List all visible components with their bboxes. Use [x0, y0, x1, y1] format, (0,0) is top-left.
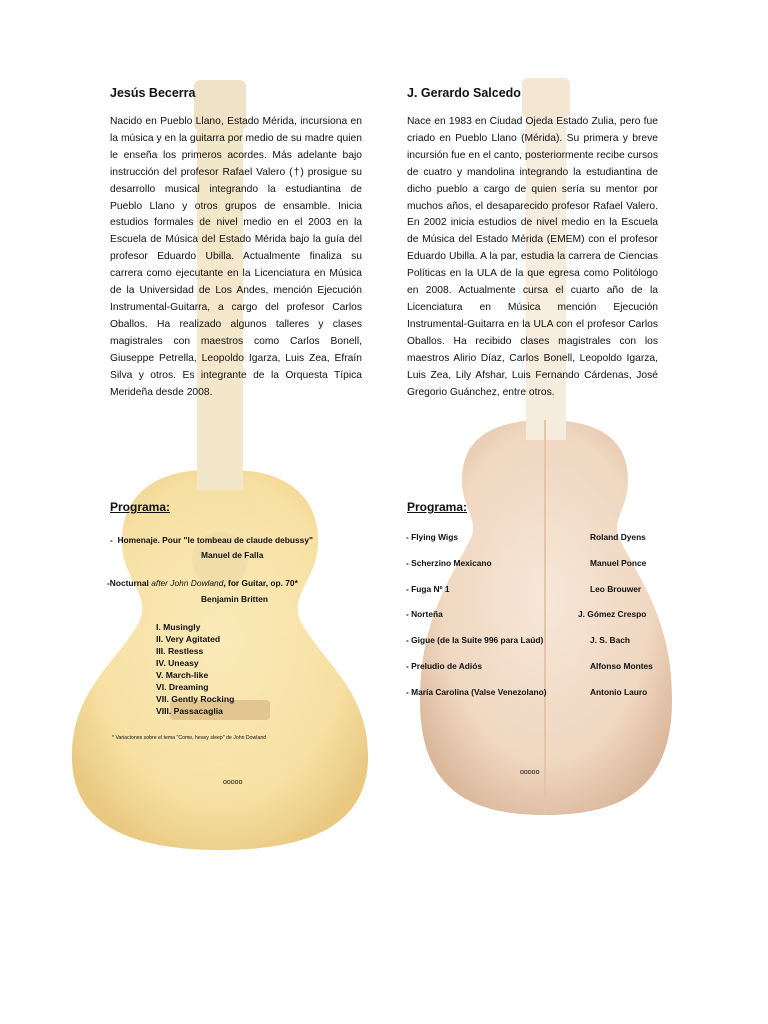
movement-item: VIII. Passacaglia	[156, 706, 223, 716]
left-work2-prefix: -Nocturnal	[107, 578, 152, 588]
right-ornament: ooooo	[520, 769, 540, 776]
right-biography	[407, 86, 658, 401]
right-performer-name: J. Gerardo Salcedo	[407, 86, 521, 100]
program-item-title: - María Carolina (Valse Venezolano)	[406, 687, 547, 697]
movement-item: VI. Dreaming	[156, 682, 209, 692]
program-item-composer: J. S. Bach	[590, 635, 631, 645]
left-ornament: ooooo	[223, 779, 243, 786]
left-work2-line	[107, 578, 298, 588]
right-bio-text: Nace en 1983 en Ciudad Ojeda Estado Zulia, pero fue criado en Pueblo Llano (Mérida). Su primera y breve incursión fue en el canto, posteriormente recibe cursos de cuatro y mandolina integrando la estudiantina de dicho pueblo a cargo de quien sería su mentor por muchos años, el desaparecido profesor Rafael Valero. En 2002 inicia estudios de nivel medio en la Escuela de Música del Estado Mérida (EMEM) con el profesor Eduardo Ubilla. A la par, estudia la carrera de Ciencias Políticas en la ULA de la que egresa como Politólogo en 2008. Actualmente cursa el cuarto año de la Licenciatura en Música mención Ejecución Instrumental-Guitarra en la ULA con el profesor Carlos Oballos. Ha recibido clases magistrales con los maestros Alirio Díaz, Carlos Bonell, Leopoldo Igarza, Luis Zea, Lily Afshar, Luis Fernando Cárdenas, José Gregorio Guánchez, entre otros.	[407, 116, 658, 398]
program-item-composer: Alfonso Montes	[590, 661, 653, 671]
left-work2-italic: after John Dowland	[151, 578, 224, 588]
program-item-title: - Fuga Nº 1	[406, 584, 450, 594]
movement-item: V. March-like	[156, 670, 209, 680]
movement-item: IV. Uneasy	[156, 658, 199, 668]
program-item-title: - Scherzino Mexicano	[406, 558, 492, 568]
program-item-title: - Norteña	[406, 609, 443, 619]
left-work1-composer: Manuel de Falla	[201, 550, 264, 560]
left-work1-dash: -	[110, 535, 113, 545]
program-item-composer: Antonio Lauro	[590, 687, 648, 697]
program-item-title: - Flying Wigs	[406, 532, 459, 542]
left-work1-title: Homenaje. Pour "le tombeau de claude debussy"	[117, 535, 313, 545]
movement-item: II. Very Agitated	[156, 634, 221, 644]
program-item-title: - Gigue (de la Suite 996 para Laúd)	[406, 635, 544, 645]
left-performer-name: Jesús Becerra	[110, 86, 196, 100]
left-work2-composer: Benjamin Britten	[201, 594, 269, 604]
movement-item: I. Musingly	[156, 622, 201, 632]
right-program-title: Programa:	[407, 500, 468, 514]
program-item-composer: Manuel Ponce	[590, 558, 647, 568]
left-biography	[110, 86, 362, 401]
left-work2-suffix: , for Guitar, op. 70*	[223, 578, 298, 588]
movement-item: III. Restless	[156, 646, 204, 656]
left-bio-text: Nacido en Pueblo Llano, Estado Mérida, incursiona en la música y en la guitarra por medio de su madre quien le enseña los primeros acordes. Más adelante bajo instrucción del profesor Rafael Valero (†) prosigue su desarrollo musical integrando la estudiantina de Pueblo Llano y otros grupos de ensamble. Inicia estudios formales de nivel medio en el 2003 en la Escuela de Música del Estado Mérida bajo la guía del profesor Eduardo Ubilla. Actualmente finaliza su carrera como ejecutante en la Licenciatura en Música de la Universidad de Los Andes, mención Ejecución Instrumental-Guitarra, a cargo del profesor Carlos Oballos. Ha realizado algunos talleres y clases magistrales con maestros como Carlos Bonell, Giuseppe Petrella, Leopoldo Igarza, Luis Zea, Efraín Silva y otros. Es integrante de la Orquesta Típica Merideña desde 2008.	[110, 116, 362, 398]
left-program-title: Programa:	[110, 500, 171, 514]
movement-item: VII. Gently Rocking	[156, 694, 235, 704]
program-item-composer: Roland Dyens	[590, 532, 646, 542]
program-item-composer: J. Gómez Crespo	[578, 609, 647, 619]
left-work1-line	[110, 535, 313, 545]
program-item-title: - Preludio de Adiós	[406, 661, 483, 671]
left-footnote: * Variaciones sobre el tema "Come, heavy sleep" de John Dowland	[112, 735, 267, 741]
program-item-composer: Leo Brouwer	[590, 584, 642, 594]
